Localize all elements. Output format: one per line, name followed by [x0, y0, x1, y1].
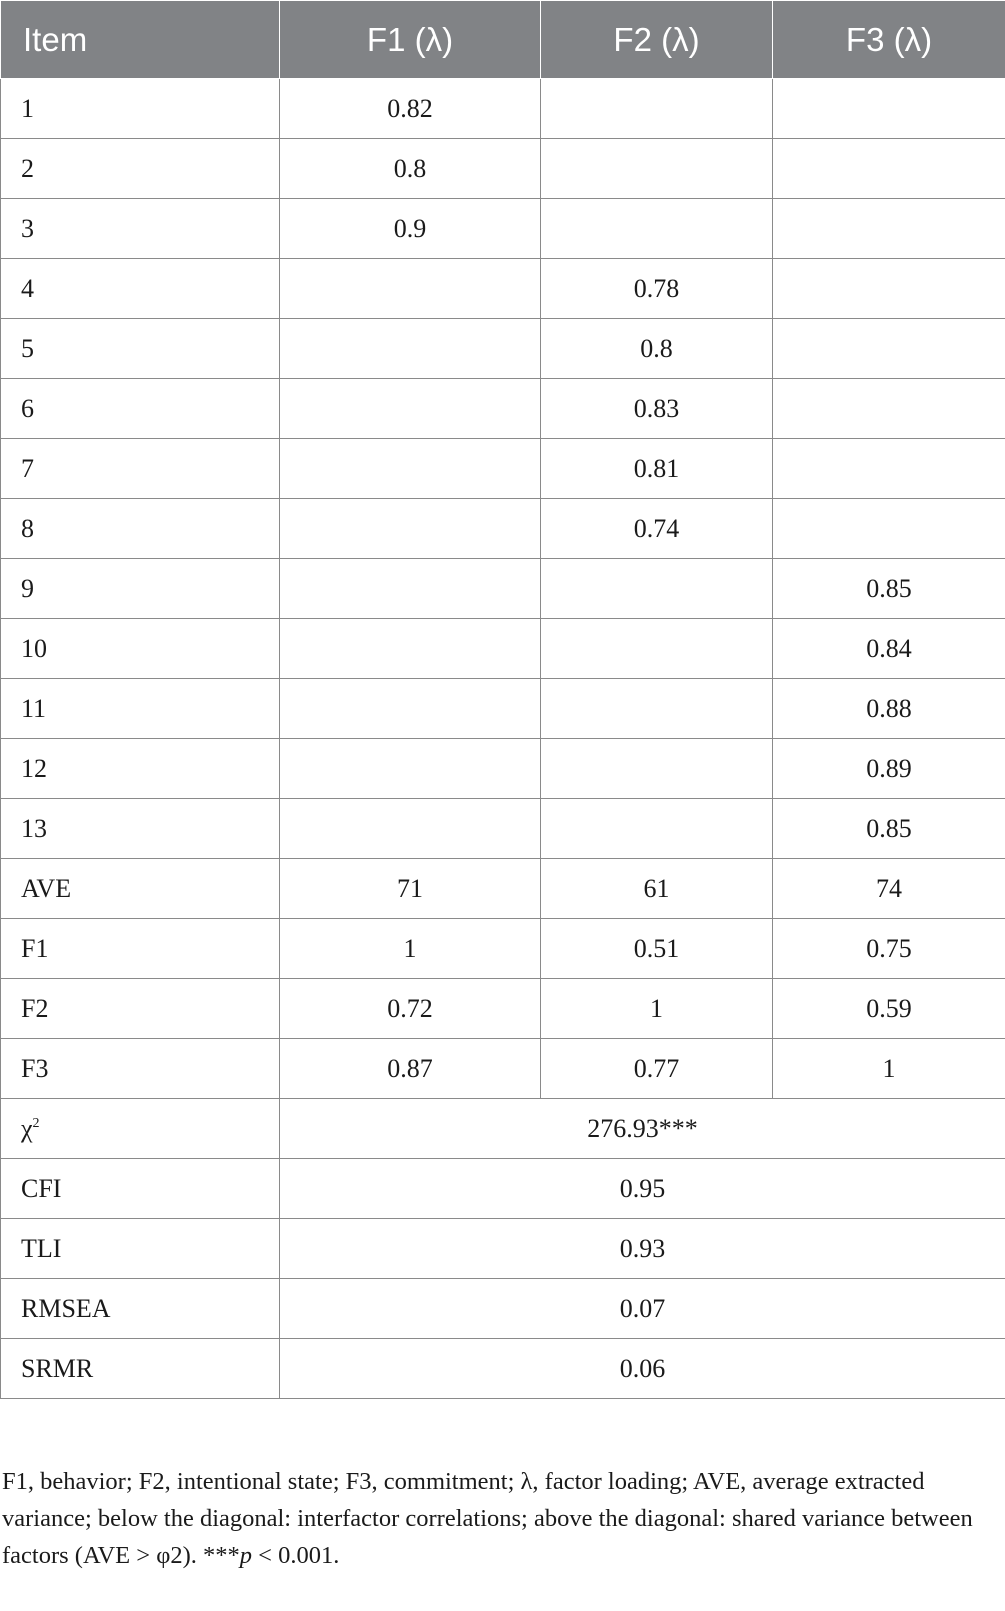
table-row: [1, 919, 1005, 979]
fit-index-row: [1, 1159, 1005, 1219]
row-label-cell: 7: [1, 439, 280, 499]
value-cell-f2: 61: [541, 859, 773, 919]
fit-index-label-text: CFI: [21, 1173, 62, 1203]
value-cell-f2: [541, 679, 773, 739]
row-label-cell: 10: [1, 619, 280, 679]
table-row: [1, 559, 1005, 619]
value-cell-f2: 0.51: [541, 919, 773, 979]
value-cell-f1: 0.87: [280, 1039, 541, 1099]
fit-index-label-text: RMSEA: [21, 1293, 111, 1323]
table-header: [1, 1, 1005, 79]
value-cell-f3: [773, 139, 1005, 199]
value-cell-f3: [773, 259, 1005, 319]
header-f1: F1 (λ): [280, 1, 541, 79]
value-cell-f1: 1: [280, 919, 541, 979]
value-cell-f3: [773, 439, 1005, 499]
row-label-cell: 8: [1, 499, 280, 559]
table-row: [1, 859, 1005, 919]
value-cell-f1: [280, 739, 541, 799]
row-label-cell: 12: [1, 739, 280, 799]
table-row: [1, 979, 1005, 1039]
fit-index-label: [1, 1159, 280, 1219]
row-label-cell: F3: [1, 1039, 280, 1099]
footnote-tail: < 0.001.: [252, 1542, 340, 1569]
value-cell-f1: 0.8: [280, 139, 541, 199]
value-cell-f3: 1: [773, 1039, 1005, 1099]
table-row: [1, 139, 1005, 199]
row-label-cell: 5: [1, 319, 280, 379]
fit-index-label: [1, 1339, 280, 1399]
value-cell-f1: [280, 679, 541, 739]
fit-index-row: [1, 1339, 1005, 1399]
table-row: [1, 319, 1005, 379]
value-cell-f3: 0.84: [773, 619, 1005, 679]
table-row: [1, 739, 1005, 799]
row-label-cell: 2: [1, 139, 280, 199]
header-item: Item: [1, 1, 280, 79]
value-cell-f1: 0.72: [280, 979, 541, 1039]
fit-index-label: [1, 1219, 280, 1279]
value-cell-f2: 0.8: [541, 319, 773, 379]
value-cell-f1: [280, 319, 541, 379]
value-cell-f3: 0.75: [773, 919, 1005, 979]
value-cell-f3: 0.59: [773, 979, 1005, 1039]
fit-index-label-text: TLI: [21, 1233, 62, 1263]
table-row: [1, 199, 1005, 259]
value-cell-f3: 0.88: [773, 679, 1005, 739]
value-cell-f1: [280, 499, 541, 559]
value-cell-f3: [773, 379, 1005, 439]
fit-index-value: 0.06: [280, 1339, 1005, 1399]
value-cell-f1: [280, 259, 541, 319]
row-label-cell: 4: [1, 259, 280, 319]
value-cell-f2: [541, 799, 773, 859]
value-cell-f3: 74: [773, 859, 1005, 919]
fit-index-label-text: SRMR: [21, 1353, 94, 1383]
table-body: [1, 79, 1005, 1399]
table-row: [1, 79, 1005, 139]
value-cell-f2: 1: [541, 979, 773, 1039]
table-row: [1, 619, 1005, 679]
row-label-cell: 13: [1, 799, 280, 859]
footnote-text: F1, behavior; F2, intentional state; F3, commitment; λ, factor loading; AVE, average extracted variance; below the diagonal: interfactor correlations; above the diagonal: shared variance between factors (AVE > φ2). ***: [2, 1468, 973, 1569]
value-cell-f3: 0.85: [773, 799, 1005, 859]
value-cell-f1: [280, 559, 541, 619]
row-label-cell: 3: [1, 199, 280, 259]
fit-index-row: [1, 1219, 1005, 1279]
value-cell-f2: 0.74: [541, 499, 773, 559]
value-cell-f2: [541, 619, 773, 679]
footnote-p-italic: p: [239, 1542, 253, 1569]
fit-index-value: 276.93***: [280, 1099, 1005, 1159]
value-cell-f2: [541, 559, 773, 619]
row-label-cell: 9: [1, 559, 280, 619]
fit-index-value: 0.95: [280, 1159, 1005, 1219]
value-cell-f3: 0.85: [773, 559, 1005, 619]
header-f3: F3 (λ): [773, 1, 1005, 79]
fit-index-label-text: χ: [21, 1113, 33, 1143]
value-cell-f3: 0.89: [773, 739, 1005, 799]
fit-index-label: [1, 1279, 280, 1339]
fit-index-label-superscript: 2: [32, 1115, 40, 1131]
table-row: [1, 439, 1005, 499]
value-cell-f1: 0.9: [280, 199, 541, 259]
fit-index-label: [1, 1099, 280, 1159]
fit-index-value: 0.07: [280, 1279, 1005, 1339]
value-cell-f2: [541, 139, 773, 199]
row-label-cell: F2: [1, 979, 280, 1039]
table-row: [1, 1039, 1005, 1099]
value-cell-f3: [773, 319, 1005, 379]
table-row: [1, 799, 1005, 859]
table-row: [1, 499, 1005, 559]
value-cell-f2: 0.81: [541, 439, 773, 499]
header-row: [1, 1, 1005, 79]
value-cell-f2: 0.77: [541, 1039, 773, 1099]
value-cell-f1: 0.82: [280, 79, 541, 139]
value-cell-f1: [280, 799, 541, 859]
value-cell-f2: 0.83: [541, 379, 773, 439]
fit-index-row: [1, 1099, 1005, 1159]
table-row: [1, 259, 1005, 319]
value-cell-f2: [541, 79, 773, 139]
value-cell-f1: [280, 379, 541, 439]
value-cell-f2: [541, 739, 773, 799]
value-cell-f3: [773, 499, 1005, 559]
table-row: [1, 379, 1005, 439]
value-cell-f1: 71: [280, 859, 541, 919]
row-label-cell: 1: [1, 79, 280, 139]
value-cell-f1: [280, 439, 541, 499]
fit-index-row: [1, 1279, 1005, 1339]
row-label-cell: 11: [1, 679, 280, 739]
table-row: [1, 679, 1005, 739]
value-cell-f1: [280, 619, 541, 679]
header-f2: F2 (λ): [541, 1, 773, 79]
row-label-cell: 6: [1, 379, 280, 439]
value-cell-f3: [773, 79, 1005, 139]
row-label-cell: F1: [1, 919, 280, 979]
fit-index-value: 0.93: [280, 1219, 1005, 1279]
row-label-cell: AVE: [1, 859, 280, 919]
value-cell-f2: [541, 199, 773, 259]
value-cell-f3: [773, 199, 1005, 259]
value-cell-f2: 0.78: [541, 259, 773, 319]
table-footnote: [2, 1463, 1002, 1574]
